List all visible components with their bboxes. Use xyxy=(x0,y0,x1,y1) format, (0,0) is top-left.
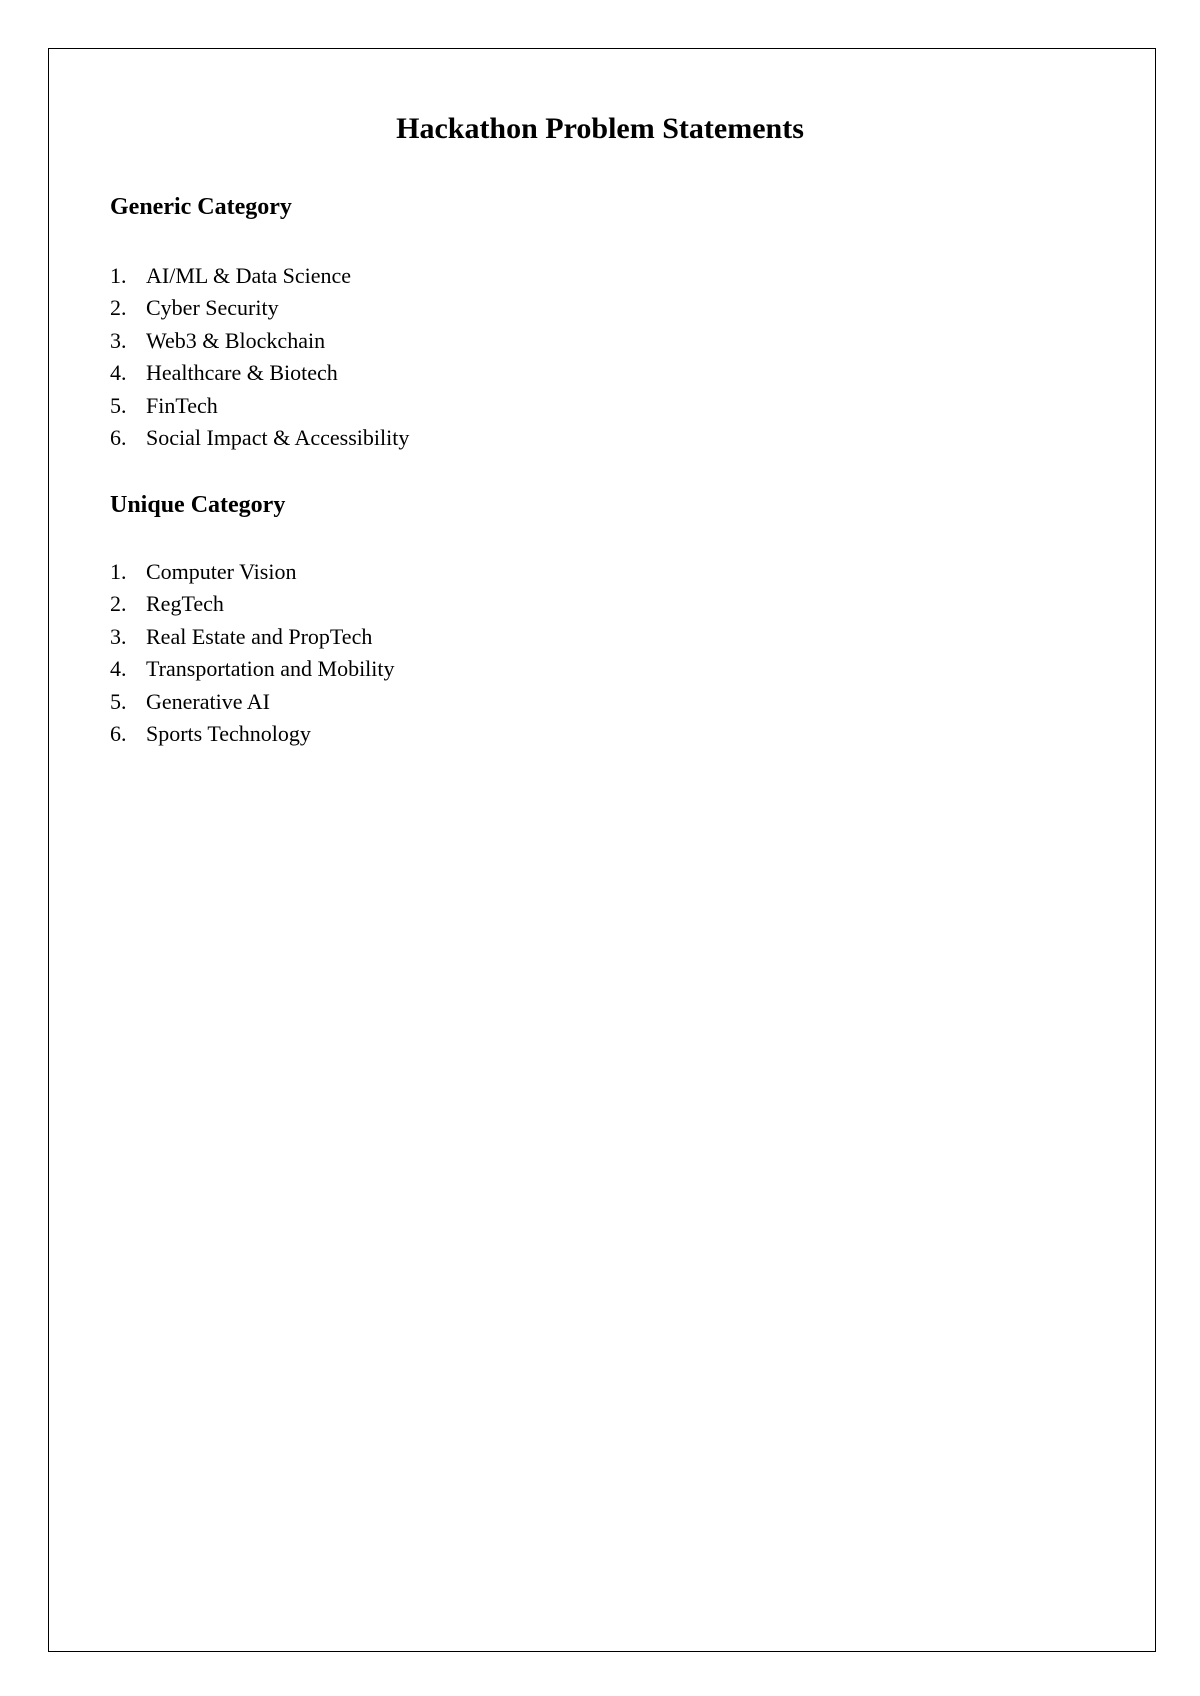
list-item-number: 6. xyxy=(110,424,127,450)
list-item xyxy=(110,325,409,357)
list-item-number: 1. xyxy=(110,263,127,288)
list-item-number: 3. xyxy=(110,327,127,353)
list-item xyxy=(110,357,409,389)
list-item xyxy=(110,621,395,653)
list-item-number: 5. xyxy=(110,392,127,418)
list-item-number: 3. xyxy=(110,623,127,649)
list-item-label: Web3 & Blockchain xyxy=(146,327,326,353)
list-item-label: Generative AI xyxy=(146,688,270,714)
list-item-label: Cyber Security xyxy=(146,295,279,321)
list-item xyxy=(110,588,395,620)
list-item-number: 2. xyxy=(110,591,127,617)
list-item xyxy=(110,390,409,422)
list-item-number: 4. xyxy=(110,656,127,682)
page-title: Hackathon Problem Statements xyxy=(396,112,804,145)
list-item-label: Transportation and Mobility xyxy=(146,656,395,682)
unique-category-list xyxy=(110,556,395,750)
list-item xyxy=(110,718,395,750)
list-item-number: 5. xyxy=(110,688,127,714)
list-item-label: AI/ML & Data Science xyxy=(146,263,352,288)
list-item xyxy=(110,686,395,718)
list-item-number: 1. xyxy=(110,559,127,584)
list-item-label: RegTech xyxy=(146,591,224,617)
list-item-label: FinTech xyxy=(146,392,218,418)
list-item xyxy=(110,422,409,454)
list-item-number: 4. xyxy=(110,360,127,386)
section-heading-generic: Generic Category xyxy=(110,194,292,220)
list-item xyxy=(110,260,409,292)
list-item-label: Healthcare & Biotech xyxy=(146,360,338,386)
list-item xyxy=(110,292,409,324)
list-item-number: 2. xyxy=(110,295,127,321)
list-item xyxy=(110,653,395,685)
list-item-number: 6. xyxy=(110,720,127,746)
list-item-label: Social Impact & Accessibility xyxy=(146,424,410,450)
generic-category-list xyxy=(110,260,409,454)
section-heading-unique: Unique Category xyxy=(110,492,286,518)
list-item-label: Sports Technology xyxy=(146,720,311,746)
list-item-label: Computer Vision xyxy=(146,559,297,584)
list-item-label: Real Estate and PropTech xyxy=(146,623,373,649)
list-item xyxy=(110,556,395,588)
